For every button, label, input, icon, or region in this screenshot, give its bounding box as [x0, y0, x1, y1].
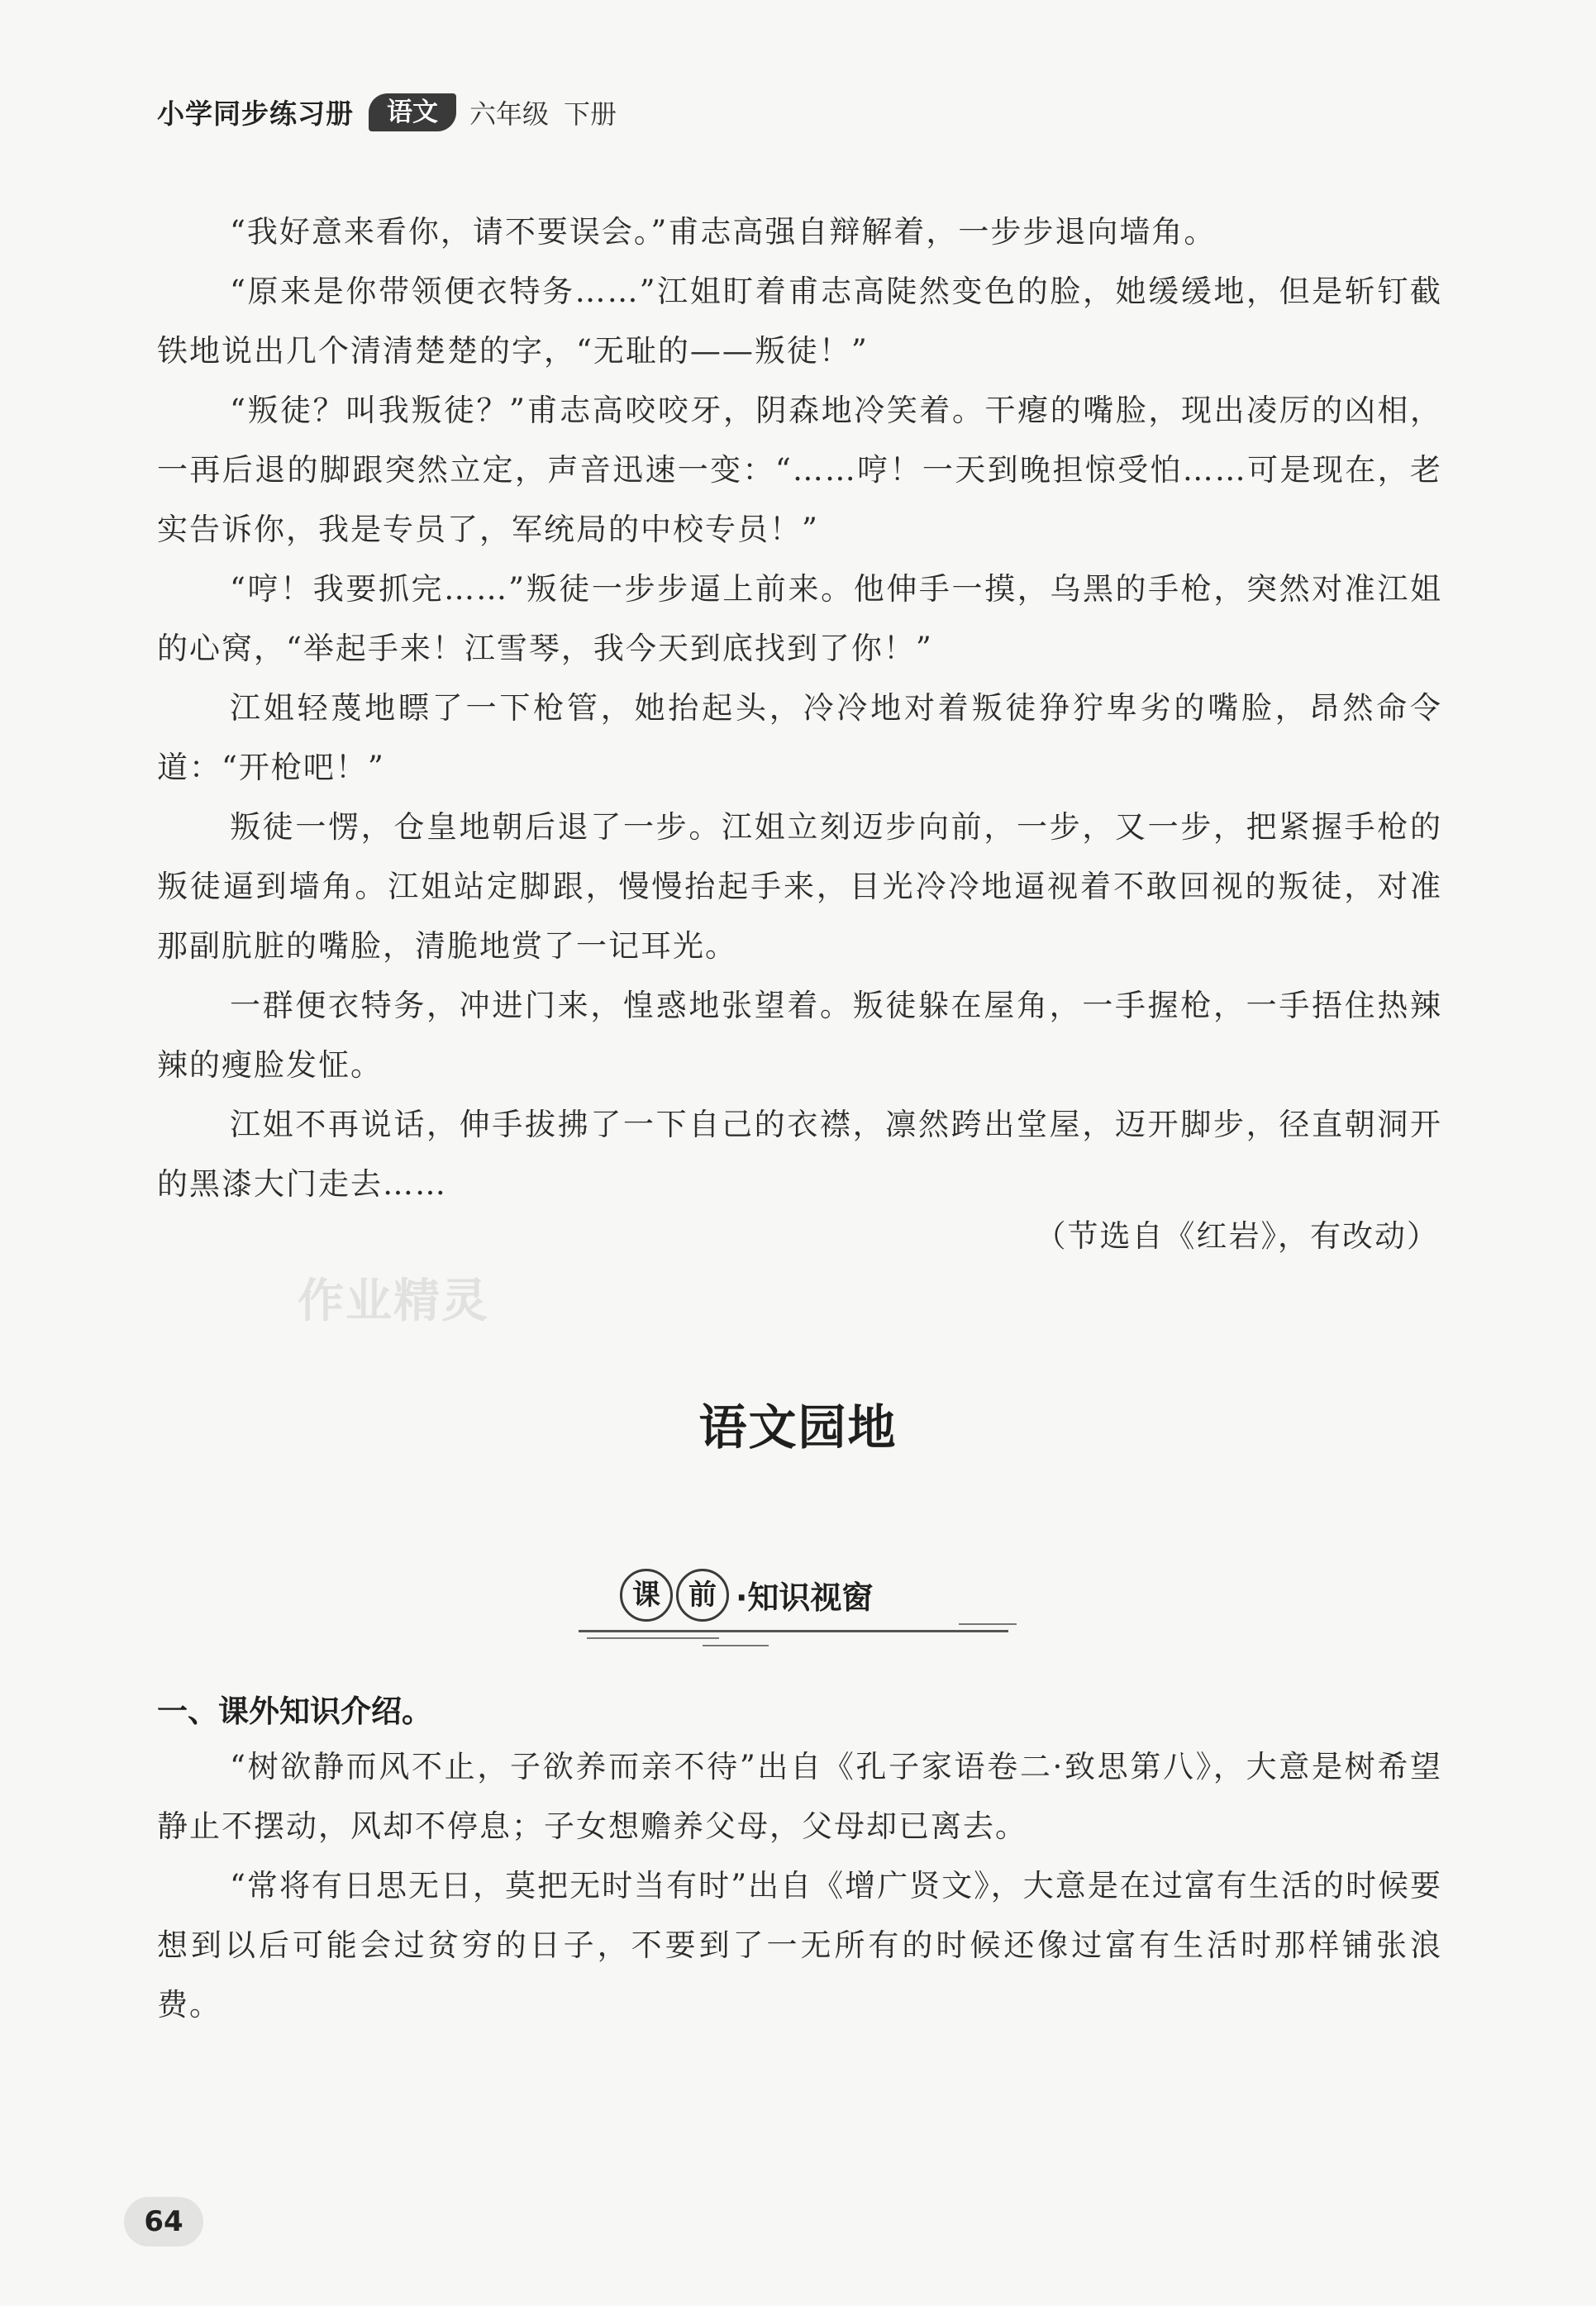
banner-circle-char: 前	[676, 1569, 729, 1622]
story-excerpt	[157, 202, 1442, 1214]
banner-label: ·知识视窗	[736, 1579, 874, 1616]
banner-divider	[703, 1645, 769, 1646]
story-paragraph: “我好意来看你，请不要误会。”甫志高强自辩解着，一步步退向墙角。	[230, 214, 1217, 250]
banner-divider	[959, 1623, 1017, 1625]
knowledge-paragraph: “树欲静而风不止，子欲养而亲不待”出自《孔子家语卷二·致思第八》，大意是树希望静止不摆动，风却不停息；子女想赡养父母，父母却已离去。	[157, 1749, 1442, 1844]
knowledge-body	[157, 1737, 1442, 2035]
page-number: 64	[124, 2197, 203, 2246]
story-paragraph: “哼！我要抓完……”叛徒一步步逼上前来。他伸手一摸，乌黑的手枪，突然对准江姐的心窝，“举起手来！江雪琴，我今天到底找到了你！”	[157, 571, 1442, 666]
book-title: 小学同步练习册	[157, 98, 354, 130]
story-paragraph: 一群便衣特务，冲进门来，惶惑地张望着。叛徒躲在屋角，一手握枪，一手捂住热辣辣的瘦脸发怔。	[157, 988, 1442, 1083]
watermark: 作业精灵	[298, 1274, 489, 1328]
story-paragraph: “叛徒？叫我叛徒？”甫志高咬咬牙，阴森地冷笑着。干瘪的嘴脸，现出凌厉的凶相，一再后退的脚跟突然立定，声音迅速一变：“……哼！一天到晚担惊受怕……可是现在，老实告诉你，我是专员了，军统局的中校专员！”	[157, 393, 1442, 547]
subject-badge: 语文	[369, 93, 456, 131]
volume-label: 下册	[564, 98, 617, 130]
section-banner	[579, 1562, 1025, 1653]
page-header	[157, 93, 617, 131]
story-paragraph: “原来是你带领便衣特务……”江姐盯着甫志高陡然变色的脸，她缓缓地，但是斩钉截铁地说出几个清清楚楚的字，“无耻的——叛徒！”	[157, 274, 1442, 369]
knowledge-heading: 一、课外知识介绍。	[157, 1694, 432, 1729]
story-paragraph: 江姐轻蔑地瞟了一下枪管，她抬起头，冷冷地对着叛徒狰狞卑劣的嘴脸，昂然命令道：“开枪吧！”	[157, 690, 1442, 785]
banner-divider	[587, 1637, 719, 1639]
banner-divider	[579, 1630, 1008, 1632]
banner-circle-char: 课	[620, 1569, 673, 1622]
source-citation: （节选自《红岩》，有改动）	[1035, 1218, 1439, 1254]
story-paragraph: 叛徒一愣，仓皇地朝后退了一步。江姐立刻迈步向前，一步，又一步，把紧握手枪的叛徒逼到墙角。江姐站定脚跟，慢慢抬起手来，目光冷冷地逼视着不敢回视的叛徒，对准那副肮脏的嘴脸，清脆地赏了一记耳光。	[157, 809, 1442, 964]
knowledge-paragraph: “常将有日思无日，莫把无时当有时”出自《增广贤文》，大意是在过富有生活的时候要想到以后可能会过贫穷的日子，不要到了一无所有的时候还像过富有生活时那样铺张浪费。	[157, 1868, 1442, 2023]
story-paragraph: 江姐不再说话，伸手拔拂了一下自己的衣襟，凛然跨出堂屋，迈开脚步，径直朝洞开的黑漆大门走去……	[157, 1107, 1442, 1202]
section-title: 语文园地	[698, 1399, 898, 1456]
grade-label: 六年级	[469, 98, 550, 130]
